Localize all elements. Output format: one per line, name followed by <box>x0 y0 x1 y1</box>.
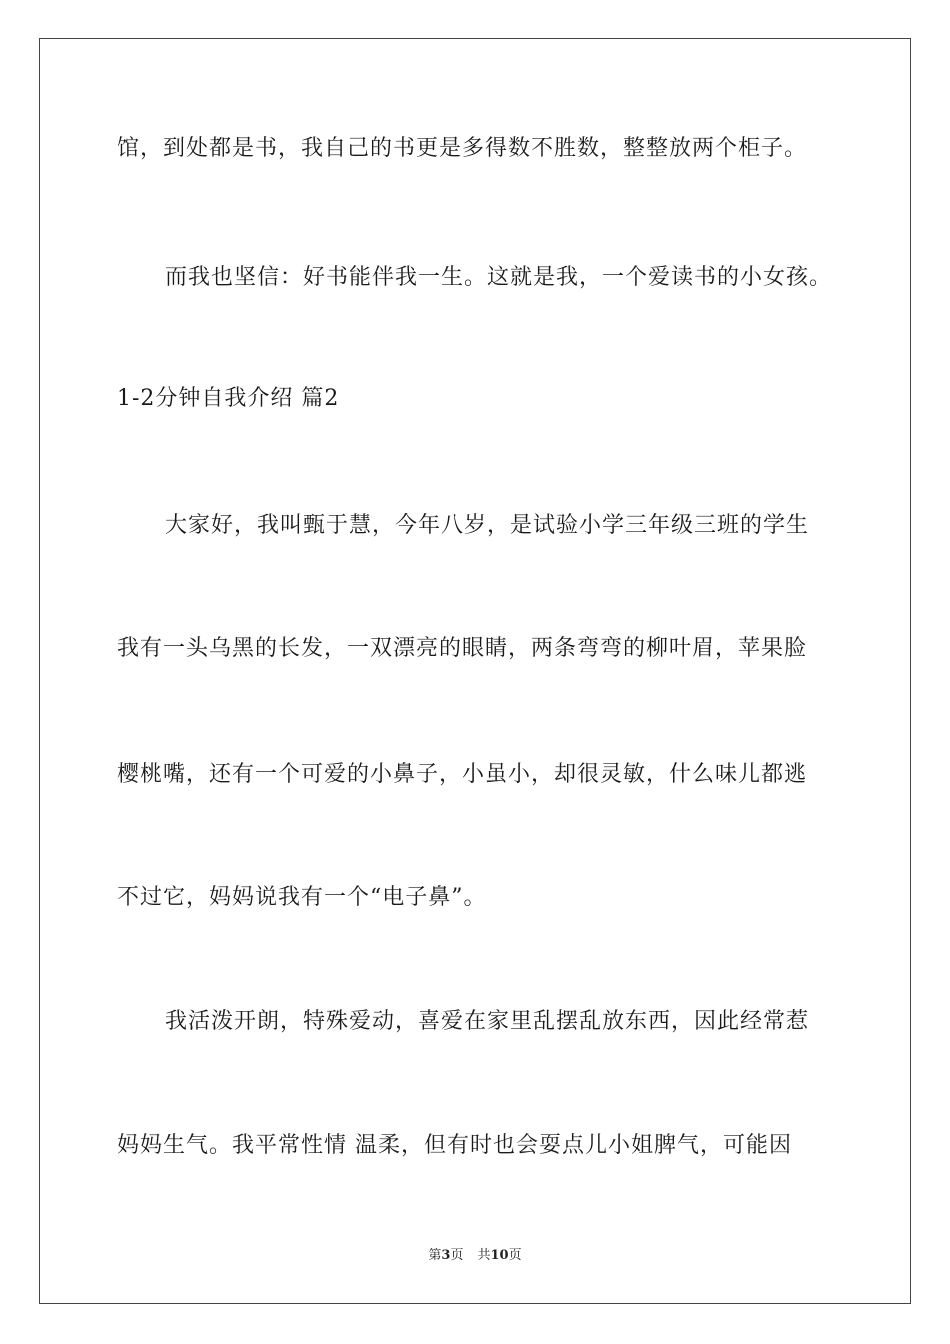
page-suffix: 页 <box>450 1248 464 1263</box>
body-line-5: 樱桃嘴，还有一个可爱的小鼻子，小虽小，却很灵敏，什么味儿都逃 <box>117 762 808 787</box>
body-line-3: 大家好，我叫甄于慧，今年八岁，是试验小学三年级三班的学生 <box>165 513 810 538</box>
page-prefix: 第 <box>428 1248 442 1263</box>
body-line-7: 我活泼开朗，特殊爱动，喜爱在家里乱摆乱放东西，因此经常惹 <box>165 1009 810 1034</box>
section-heading: 1-2分钟自我介绍 篇2 <box>117 386 340 411</box>
total-prefix: 共 <box>477 1248 491 1263</box>
total-pages: 10 <box>490 1248 509 1263</box>
page-number: 3 <box>441 1248 451 1263</box>
total-suffix: 页 <box>508 1248 522 1263</box>
page-border <box>39 38 911 1304</box>
body-line-2: 而我也坚信：好书能伴我一生。这就是我，一个爱读书的小女孩。 <box>165 265 833 290</box>
body-line-1: 馆，到处都是书，我自己的书更是多得数不胜数，整整放两个柜子。 <box>117 136 808 161</box>
body-line-8: 妈妈生气。我平常性情 温柔，但有时也会耍点儿小姐脾气，可能因 <box>117 1133 792 1158</box>
body-line-4: 我有一头乌黑的长发，一双漂亮的眼睛，两条弯弯的柳叶眉，苹果脸 <box>117 636 808 661</box>
body-line-6: 不过它，妈妈说我有一个“电子鼻”。 <box>117 885 487 910</box>
page-footer <box>0 1248 950 1264</box>
